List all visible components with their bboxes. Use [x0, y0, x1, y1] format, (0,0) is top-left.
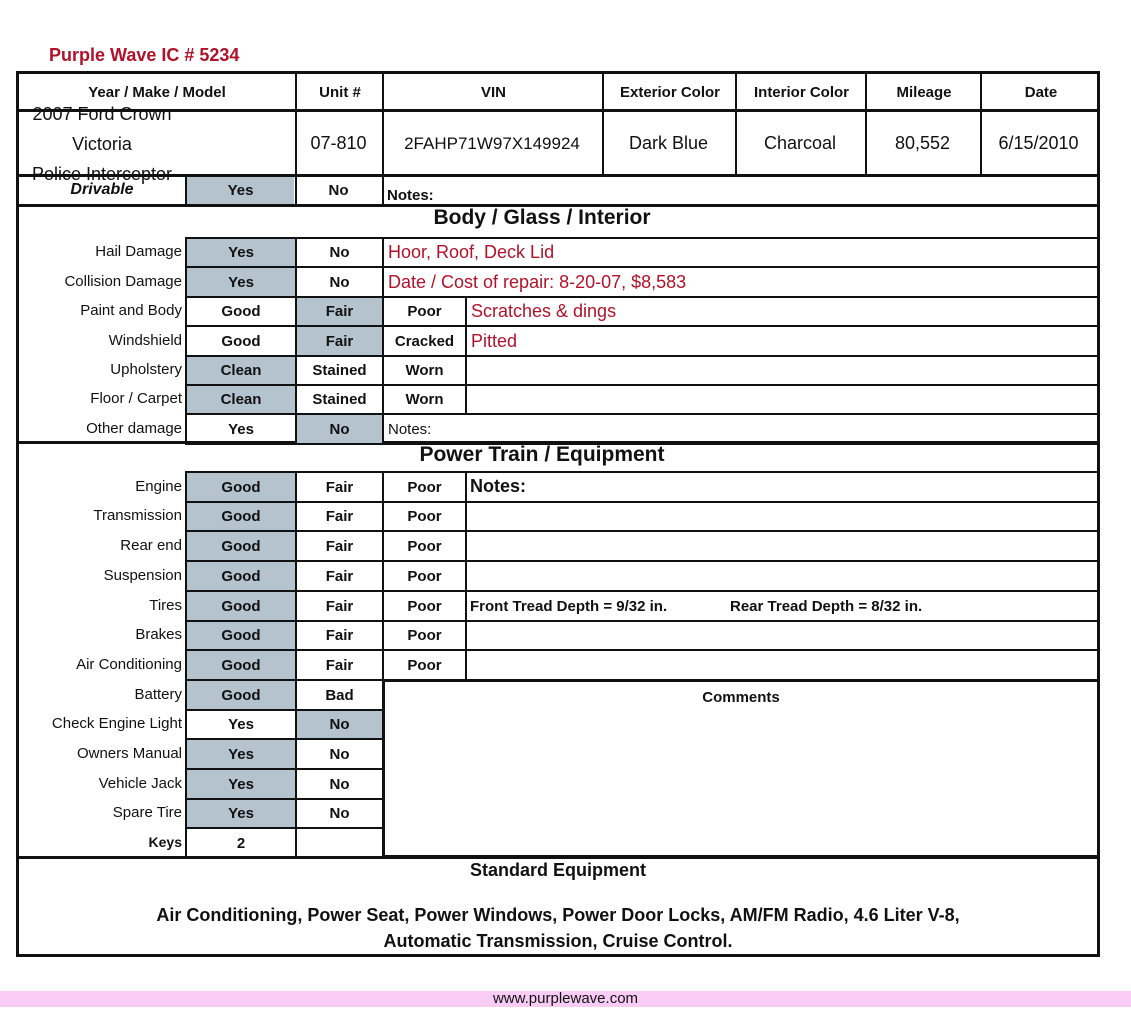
power-row-option[interactable]: No: [295, 709, 384, 740]
power-row-option[interactable]: Poor: [382, 501, 467, 532]
column-header: Unit #: [319, 83, 361, 101]
divider: [602, 71, 604, 175]
power-row-option[interactable]: Fair: [295, 501, 384, 532]
power-row-option[interactable]: Fair: [295, 530, 384, 562]
body-row-label: Other damage: [86, 419, 182, 437]
body-row-option[interactable]: Worn: [382, 355, 467, 386]
footer-url[interactable]: www.purplewave.com: [0, 991, 1131, 1007]
power-row-option[interactable]: Yes: [185, 709, 297, 740]
front-tread-depth: Front Tread Depth = 9/32 in.: [470, 598, 668, 615]
body-row-label: Paint and Body: [80, 302, 182, 319]
power-row-option[interactable]: Fair: [295, 590, 384, 622]
power-row-option[interactable]: Good: [185, 679, 297, 711]
power-row-option[interactable]: Good: [185, 530, 297, 562]
interior-color-value: Charcoal: [763, 133, 837, 153]
power-row-option[interactable]: 2: [185, 827, 297, 859]
power-row-label: Keys: [148, 834, 182, 850]
power-row-label: Vehicle Jack: [98, 774, 182, 792]
body-row-option[interactable]: No: [295, 413, 384, 445]
power-row-label: Engine: [135, 477, 182, 495]
power-notes-line[interactable]: [465, 649, 1100, 681]
divider: [735, 71, 737, 175]
body-row-label: Upholstery: [110, 361, 182, 378]
body-row-option[interactable]: No: [295, 266, 384, 298]
power-row-option[interactable]: Poor: [382, 620, 467, 651]
body-row-option[interactable]: Stained: [295, 355, 384, 386]
power-row-label: Check Engine Light: [51, 715, 182, 732]
body-row-option[interactable]: Fair: [295, 296, 384, 327]
power-notes-line[interactable]: [465, 471, 1100, 503]
drivable-no-option[interactable]: No: [328, 181, 349, 199]
body-row-label: Floor / Carpet: [90, 390, 182, 407]
body-row-option[interactable]: Good: [185, 296, 297, 327]
standard-equipment-title: Standard Equipment: [469, 859, 646, 880]
year-make-model-line2: Police Interceptor: [31, 163, 173, 184]
body-row-option[interactable]: Clean: [185, 355, 297, 386]
power-row-option[interactable]: Yes: [185, 768, 297, 800]
divider: [185, 175, 187, 205]
body-row-option[interactable]: Clean: [185, 384, 297, 415]
power-notes-label: Notes:: [470, 476, 527, 496]
divider: [295, 71, 297, 175]
body-row-option[interactable]: Good: [185, 325, 297, 357]
power-row-option[interactable]: Good: [185, 471, 297, 503]
body-row-note[interactable]: Notes:: [382, 413, 1099, 445]
year-make-model-cell: [19, 103, 185, 184]
power-row-label: Tires: [149, 596, 182, 614]
power-row-option[interactable]: Yes: [185, 738, 297, 770]
power-notes-line[interactable]: [465, 590, 1100, 622]
drivable-label: Drivable: [70, 181, 134, 198]
body-row-option[interactable]: Yes: [185, 237, 297, 268]
body-row-note[interactable]: Date / Cost of repair: 8-20-07, $8,583: [382, 266, 1099, 298]
power-row-option[interactable]: Poor: [382, 590, 467, 622]
mileage-value: 80,552: [894, 133, 951, 153]
body-row-label: Windshield: [108, 331, 182, 349]
body-row-option[interactable]: Cracked: [382, 325, 467, 357]
power-row-option[interactable]: Poor: [382, 471, 467, 503]
power-row-option[interactable]: Poor: [382, 530, 467, 562]
power-row-label: Suspension: [103, 566, 182, 584]
divider: [382, 175, 384, 205]
power-row-label: Owners Manual: [76, 744, 182, 762]
date-value: 6/15/2010: [998, 133, 1079, 153]
standard-equipment-line1: Air Conditioning, Power Seat, Power Windows, Power Door Locks, AM/FM Radio, 4.6 Liter V-8,: [156, 904, 960, 925]
power-row-option[interactable]: Good: [185, 501, 297, 532]
power-row-option[interactable]: Good: [185, 560, 297, 592]
power-row-label: Rear end: [120, 536, 182, 554]
power-notes-line[interactable]: [465, 620, 1100, 651]
body-row-note[interactable]: Pitted: [465, 325, 1099, 357]
power-row-option[interactable]: Good: [185, 649, 297, 681]
divider: [16, 204, 1100, 207]
column-header: Year / Make / Model: [88, 83, 226, 101]
power-row-option[interactable]: Fair: [295, 560, 384, 592]
divider: [295, 175, 297, 205]
power-row-option[interactable]: No: [295, 738, 384, 770]
vin-value: 2FAHP71W97X149924: [404, 133, 580, 153]
column-header: Interior Color: [753, 83, 849, 101]
column-header: Mileage: [896, 83, 952, 101]
body-row-option[interactable]: Fair: [295, 325, 384, 357]
body-row-option[interactable]: Yes: [185, 266, 297, 298]
body-row-label: Collision Damage: [64, 272, 182, 290]
body-row-option[interactable]: Stained: [295, 384, 384, 415]
year-make-model-line1: 2007 Ford Crown Victoria: [32, 103, 172, 154]
body-row-label: Hail Damage: [95, 243, 182, 260]
body-row-note[interactable]: [465, 384, 1099, 415]
power-row-label: Battery: [134, 685, 182, 703]
power-row-option[interactable]: Fair: [295, 649, 384, 681]
body-row-option[interactable]: Yes: [185, 413, 297, 445]
body-row-note[interactable]: [465, 355, 1099, 386]
power-row-option[interactable]: Poor: [382, 560, 467, 592]
column-header: Date: [1024, 83, 1058, 101]
unit-value: 07-810: [310, 133, 367, 153]
power-notes-line[interactable]: [465, 501, 1100, 532]
body-row-option[interactable]: Worn: [382, 384, 467, 415]
power-notes-line[interactable]: [465, 560, 1100, 592]
power-row-option[interactable]: Yes: [185, 798, 297, 829]
power-row-option[interactable]: No: [295, 798, 384, 829]
power-row-option[interactable]: Good: [185, 590, 297, 622]
power-row-option[interactable]: Bad: [295, 679, 384, 711]
rear-tread-depth: Rear Tread Depth = 8/32 in.: [730, 598, 923, 615]
form-title: Purple Wave IC # 5234: [49, 45, 240, 65]
divider: [865, 71, 867, 175]
exterior-color-value: Dark Blue: [628, 133, 709, 153]
power-row-option[interactable]: Fair: [295, 471, 384, 503]
body-row-note[interactable]: Hoor, Roof, Deck Lid: [382, 237, 1099, 268]
comments-label: Comments: [702, 688, 780, 706]
power-row-label: Brakes: [135, 626, 182, 643]
power-row-option[interactable]: [295, 827, 384, 859]
column-header: VIN: [480, 83, 506, 101]
power-row-option[interactable]: No: [295, 768, 384, 800]
standard-equipment-line2: Automatic Transmission, Cruise Control.: [383, 930, 733, 951]
power-row-option[interactable]: Good: [185, 620, 297, 651]
divider: [382, 71, 384, 175]
power-row-option[interactable]: Poor: [382, 649, 467, 681]
column-header: Exterior Color: [619, 83, 721, 101]
drivable-notes-label: Notes:: [387, 187, 434, 204]
power-row-label: Transmission: [93, 507, 182, 524]
drivable-yes-option[interactable]: Yes: [187, 177, 294, 204]
power-notes-line[interactable]: [465, 530, 1100, 562]
body-row-note[interactable]: Scratches & dings: [465, 296, 1099, 327]
divider: [16, 109, 1100, 112]
divider: [980, 71, 982, 175]
body-section-title: Body / Glass / Interior: [433, 206, 651, 229]
body-row-option[interactable]: No: [295, 237, 384, 268]
power-row-label: Spare Tire: [112, 804, 182, 821]
body-row-option[interactable]: Poor: [382, 296, 467, 327]
divider: [16, 174, 1100, 177]
power-row-option[interactable]: Fair: [295, 620, 384, 651]
power-section-title: Power Train / Equipment: [419, 443, 665, 466]
power-row-label: Air Conditioning: [76, 655, 182, 673]
